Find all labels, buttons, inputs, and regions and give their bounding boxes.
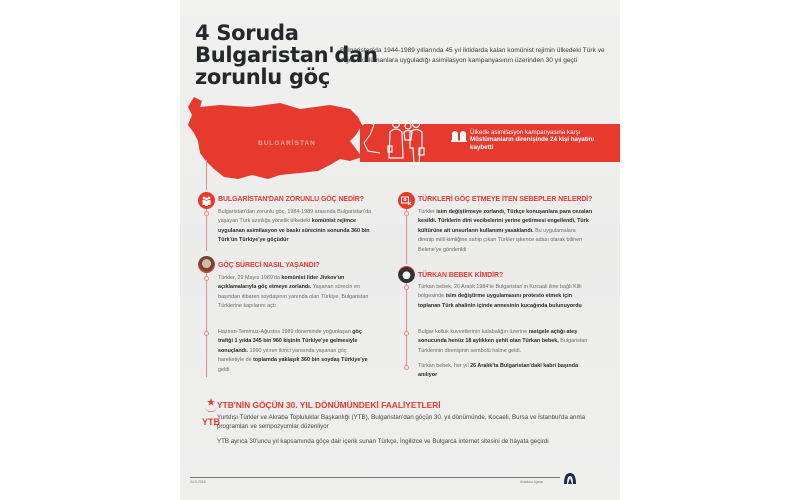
footer-divider [190,477,560,478]
text-plain: Türkan bebek, 26 Aralık 1984'te Bulgaristan'ın Kırcaali iline bağlı Killi bölgesinde [418,284,582,300]
section-title: TÜRKLERİ GÖÇ ETMEYE İTEN SEBEPLER NELERDİ? [418,196,593,203]
text-bold: isim değiştirme uygulamasını protesto etmek için toplanan Türk ahalinin içinde annesinin kucağında bulunuyordu [418,293,582,309]
text-plain: Bu uygulamalara direnip milli kimliğine sahip çıkan Türkler işkence adası olarak bilinen Belene'ye gönderildi [418,227,583,253]
timeline-line [406,209,407,264]
text-bold: 26 Aralık'ta Bulgaristan'daki kabri başında anılıyor [418,363,578,379]
country-label: BULGARİSTAN [258,140,316,147]
text-bold: komünist rejimce uygulanan asimilasyon ve baskı sürecinin sonunda 360 bin Türk'ün Türkiye'ye göçüdür [218,218,370,244]
text-plain: geldi [218,366,230,373]
infographic [180,0,620,500]
text-plain: Haziran-Temmuz-Ağustos 1989 döneminde yoğunlaşan [218,329,353,335]
ytb-body [217,413,612,452]
ytb-paragraph: YTB ayrıca 30'uncu yıl kapsamında göçe dair içerik sunan Türkçe, İngilizce ve Bulgarca internet sitesini de hayata geçirdi [217,438,549,445]
timeline-dot [404,285,409,290]
gravestone-icon [451,128,467,142]
timeline-dot [404,365,409,370]
section-title: GÖÇ SÜRECİ NASIL YAŞANDI? [218,262,320,269]
section-body [418,208,593,255]
section-body [418,328,593,356]
text-plain: Yaşanan sürecin en başından itibaren soydaşının yanında olan Türkiye, Bulgaristan Türklerine kapılarını açtı [218,284,369,310]
text-plain: Bulgaristan Türklerinin direnişinin sembolü haline geldi. [418,338,588,354]
timeline-line [406,283,407,367]
section-body [418,283,593,311]
casualty-bold: Müslümanların direnişinde 24 kişi hayatını kaybetti [470,136,595,151]
title-line-2: zorunlu göç [195,65,330,89]
footer-date: 24.5.2019 [190,480,206,484]
ytb-logo-text: YTB [202,417,220,427]
people-group-icon [198,192,215,209]
text-bold: rastgele açtığı ateş sonucunda henüz 18 aylıkken şehit olan Türkan bebek, [418,329,578,345]
text-bold: göç trafiği 1 yılda 345 bin 960 kişinin Türkiye'ye gelmesiyle sonuçlandı. [218,329,362,354]
portrait-icon [198,256,215,273]
section-body [418,362,593,381]
text-plain: Bulgar kolluk kuvvetlerinin kalabalığın üzerine [418,329,529,335]
text-bold: komünist lider Jivkov'un açıklamalarıyla göç etmeye zorlandı. [218,275,345,291]
section-title: TÜRKAN BEBEK KİMDİR? [418,272,504,279]
portrait-baby-icon [398,266,415,283]
timeline-dot [404,331,409,336]
family-migration-icon [386,118,426,166]
text-bold: toplamda yaklaşık 360 bin soydaş Türkiye'ye [253,357,368,364]
section-title: BULGARİSTAN'DAN ZORUNLU GÖÇ NEDİR? [218,196,364,203]
aa-logo-icon [563,472,577,484]
title-line-1: 4 Soruda Bulgaristan'dan [195,21,378,67]
text-plain: 1990 yılının ikinci yarısında yaşanan göç hareketiyle de [218,347,347,364]
timeline-line [206,160,207,190]
timeline-line [206,273,207,377]
timeline-dot [404,211,409,216]
text-plain: Türkan bebek, her yıl [418,363,471,369]
ytb-title: YTB'NİN GÖÇÜN 30. YIL DÖNÜMÜNDEKİ FAALİYETLERİ [217,400,441,410]
section-body [218,208,378,246]
text-bold: isim değiştirmeye zorlandı, Türkçe konuşanlara para cezaları kesildi. Türklerin dini vecibelerini yerine getirmesi engellendi, Türk kültürüne ait unsurların kullanımı yasaklandı. [418,209,593,234]
timeline-dot [204,276,209,281]
casualty-note [470,129,615,151]
text-plain: Türkler [418,209,437,215]
timeline-dot [204,211,209,216]
section-body [218,328,373,375]
timeline-dot [204,331,209,336]
text-plain: Türkler, 29 Mayıs 1989'da [218,275,282,281]
text-plain: Bulgaristan'dan zorunlu göç, 1984-1989 arasında Bulgaristan'da yaşayan Türk azınlığa yönelik ülkedeki [218,209,372,225]
id-card-cross-icon [398,192,415,209]
casualty-plain: Ülkede asimilasyon kampanyasına karşı [470,129,581,136]
footer-agency: Anadolu Ajansı [520,480,544,484]
section-body [218,274,373,312]
ytb-paragraph: Yurtdışı Türkler ve Akraba Topluluklar Başkanlığı (YTB), Bulgaristan'dan göçün 30. yıl dönümünde, Kocaeli, Bursa ve İstanbul'da anma programları ve sempozyumlar düzenliyor [217,414,586,430]
subtitle: Bulgaristan'da 1944-1989 yıllarında 45 yıl iktidarda kalan komünist rejimin ülkedeki Türk ve diğer Müslümanlara uyguladığı asimilasyon kampanyasının üzerinden 30 yıl geçti [340,47,605,64]
